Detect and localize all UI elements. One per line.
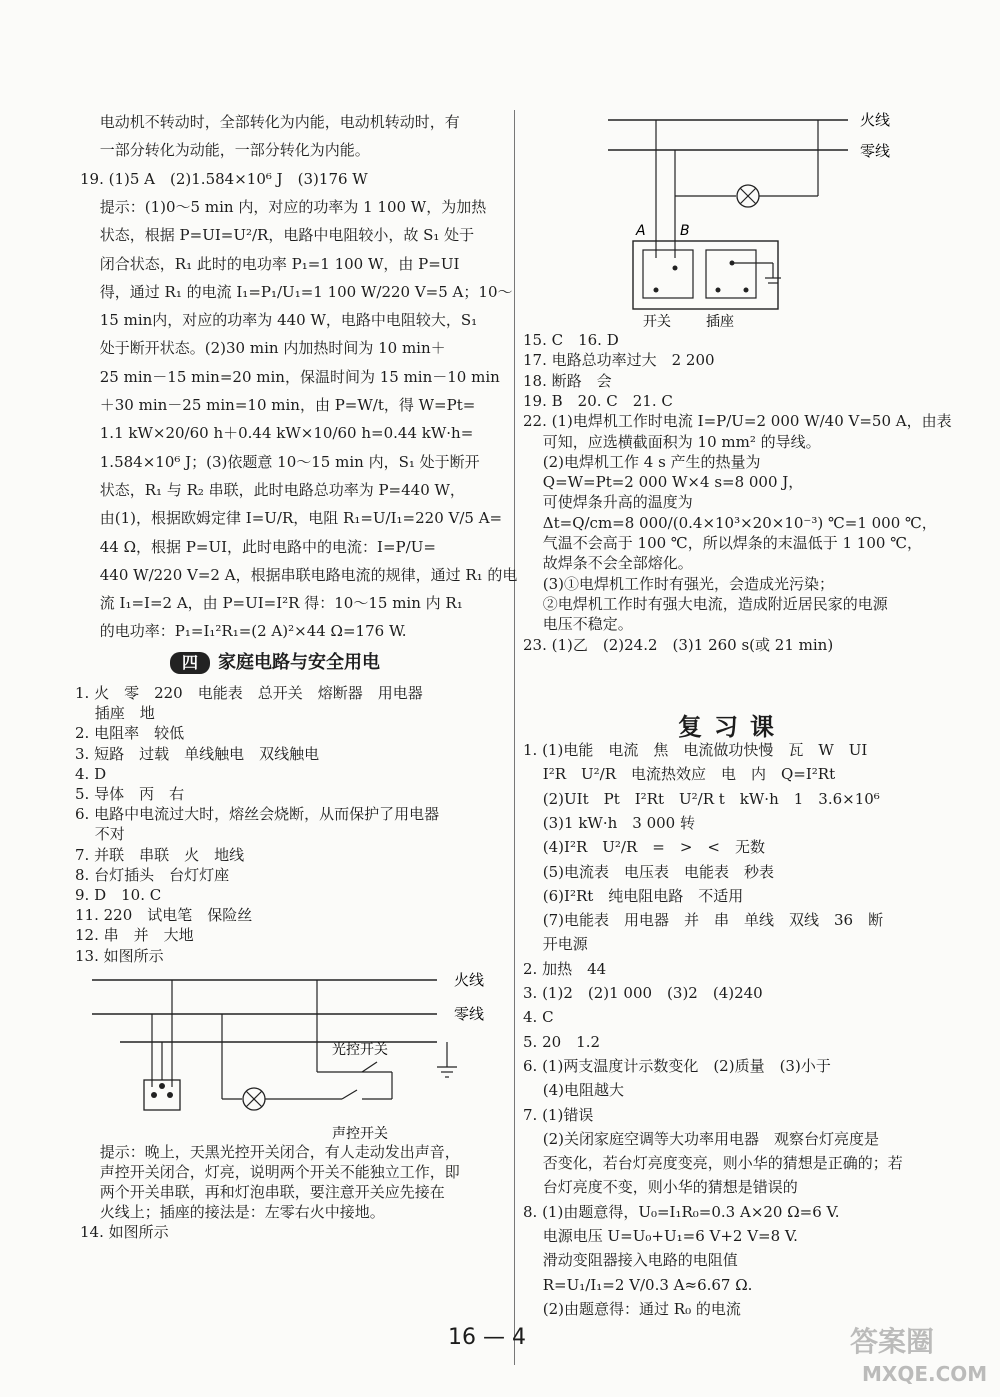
text-line: 流 I₁=I=2 A，由 P=UI=I²R 得：10～15 min 内 R₁ xyxy=(80,594,463,613)
text-line: (5)电流表 电压表 电能表 秒表 xyxy=(523,862,775,881)
fig14-label-b: B xyxy=(680,223,690,239)
text-line: ②电焊机工作时有强大电流，造成附近居民家的电源 xyxy=(523,594,888,613)
text-line: 可使焊条升高的温度为 xyxy=(523,493,693,512)
text-line: (2)关闭家庭空调等大功率用电器 观察台灯亮度是 xyxy=(523,1129,880,1148)
text-line: 4. C xyxy=(523,1008,554,1027)
text-line: 22. (1)电焊机工作时电流 I=P/U=2 000 W/40 V=50 A，由表 xyxy=(523,412,952,431)
column-divider xyxy=(514,110,515,1365)
text-line: 得，通过 R₁ 的电流 I₁=P₁/U₁=1 100 W/220 V=5 A；10～ xyxy=(80,282,513,301)
fig14-socket-label: 插座 xyxy=(706,314,734,330)
text-line: 不对 xyxy=(75,825,125,844)
text-line: 15 min内，对应的功率为 440 W，电路中电阻较大，S₁ xyxy=(80,311,478,330)
text-line: 处于断开状态。(2)30 min 内加热时间为 10 min＋ xyxy=(80,339,446,358)
fig14-label-a: A xyxy=(636,223,646,239)
text-line: 1. (1)电能 电流 焦 电流做功快慢 瓦 W UI xyxy=(523,741,868,759)
text-line: Q=W=Pt=2 000 W×4 s=8 000 J， xyxy=(523,473,804,492)
text-line: 44 Ω，根据 P=UI，此时电路中的电流：I=P/U= xyxy=(80,537,436,556)
text-line: (4)电阻越大 xyxy=(523,1081,625,1100)
text-line: 电动机不转动时，全部转化为内能，电动机转动时，有 xyxy=(80,113,460,131)
section-badge: 四 xyxy=(170,652,210,674)
watermark-top: 答案圈 xyxy=(850,1325,935,1358)
light-switch-label: 光控开关 xyxy=(332,1042,388,1058)
text-line: (2)电焊机工作 4 s 产生的热量为 xyxy=(523,452,761,471)
text-line: 12. 串 并 大地 xyxy=(75,926,194,945)
page-number: 16 — 4 xyxy=(448,1325,526,1350)
text-line: 闭合状态，R₁ 此时的电功率 P₁=1 100 W，由 P=UI xyxy=(80,254,460,273)
text-line: 19. B 20. C 21. C xyxy=(523,391,673,410)
text-line: 台灯亮度不变，则小华的猜想是错误的 xyxy=(523,1178,798,1197)
text-line: 一部分转化为动能，一部分转化为内能。 xyxy=(80,141,370,160)
text-line: Δt=Q/cm=8 000/(0.4×10³×20×10⁻³) ℃=1 000 ℃， xyxy=(523,513,937,532)
text-line: 13. 如图所示 xyxy=(75,946,164,965)
text-line: 插座 地 xyxy=(75,704,155,723)
section-heading xyxy=(170,648,380,674)
fig13-live-label: 火线 xyxy=(454,971,485,989)
sound-switch-icon xyxy=(342,1090,357,1099)
text-line: 提示：(1)0～5 min 内，对应的功率为 1 100 W，为加热 xyxy=(80,197,487,216)
text-line: 440 W/220 V=2 A，根据串联电路电流的规律，通过 R₁ 的电 xyxy=(80,565,518,584)
text-line: 25 min－15 min=20 min，保温时间为 15 min－10 min xyxy=(80,367,500,386)
text-line: 滑动变阻器接入电路的电阻值 xyxy=(523,1251,738,1270)
text-line: 7. (1)错误 xyxy=(523,1105,594,1124)
text-line: I²R U²/R 电流热效应 电 内 Q=I²Rt xyxy=(523,765,836,784)
text-line: 6. (1)两支温度计示数变化 (2)质量 (3)小于 xyxy=(523,1056,831,1075)
fig14-neutral-label: 零线 xyxy=(860,142,891,160)
text-line: 电压不稳定。 xyxy=(523,615,633,634)
text-line: 18. 断路 会 xyxy=(523,371,612,390)
text-line: 1.1 kW×20/60 h＋0.44 kW×10/60 h=0.44 kW·h= xyxy=(80,424,474,443)
text-line: (2)UIt Pt I²Rt U²/R t kW·h 1 3.6×10⁶ xyxy=(523,789,880,808)
text-line: 2. 电阻率 较低 xyxy=(75,724,185,743)
fig13-neutral-label: 零线 xyxy=(454,1005,485,1023)
circuit-figure-13 xyxy=(92,962,502,1152)
review-title: 复习课 xyxy=(678,713,786,741)
fig14-switch-label: 开关 xyxy=(643,314,671,330)
text-line: (3)①电焊机工作时有强光，会造成光污染； xyxy=(523,574,835,593)
light-switch-icon xyxy=(362,1062,377,1072)
text-line: 2. 加热 44 xyxy=(523,959,607,978)
text-line: 1. 火 零 220 电能表 总开关 熔断器 用电器 xyxy=(75,684,423,702)
text-line: 状态，根据 P=UI=U²/R，电路中电阻较小，故 S₁ 处于 xyxy=(80,226,475,245)
text-line: (3)1 kW·h 3 000 转 xyxy=(523,813,695,832)
text-line: 声控开关闭合，灯亮，说明两个开关不能独立工作，即 xyxy=(80,1163,460,1181)
text-line: 可知，应选横截面积为 10 mm² 的导线。 xyxy=(523,432,821,451)
watermark-logo xyxy=(842,1320,992,1390)
sound-switch-label: 声控开关 xyxy=(332,1126,388,1142)
text-line: (6)I²Rt 纯电阻电路 不适用 xyxy=(523,886,744,905)
text-line: 4. D xyxy=(75,764,107,783)
text-line: 5. 20 1.2 xyxy=(523,1032,601,1051)
text-line: 由(1)，根据欧姆定律 I=U/R，电阻 R₁=U/I₁=220 V/5 A= xyxy=(80,509,503,528)
text-line: 状态，R₁ 与 R₂ 串联，此时电路总功率为 P=440 W， xyxy=(80,480,465,499)
text-line: 8. (1)由题意得，U₀=I₁R₀=0.3 A×20 Ω=6 V. xyxy=(523,1202,840,1221)
watermark-bottom: MXQE.COM xyxy=(862,1362,988,1386)
fig14-switch-icon xyxy=(643,250,693,298)
section-title: 家庭电路与安全用电 xyxy=(218,652,381,673)
text-line: 的电功率：P₁=I₁²R₁=(2 A)²×44 Ω=176 W. xyxy=(80,622,407,641)
text-line: 电源电压 U=U₀+U₁=6 V+2 V=8 V. xyxy=(523,1227,798,1245)
text-line: 提示：晚上，天黑光控开关闭合，有人走动发出声音， xyxy=(80,1143,460,1161)
text-line: 9. D 10. C xyxy=(75,886,162,904)
text-line: 23. (1)乙 (2)24.2 (3)1 260 s(或 21 min) xyxy=(523,635,834,654)
text-line: (4)I²R U²/R = > < 无数 xyxy=(523,838,765,857)
text-line: 火线上；插座的接法是：左零右火中接地。 xyxy=(80,1203,385,1221)
text-line: ＋30 min－25 min=10 min，由 P=W/t，得 W=Pt= xyxy=(80,396,476,414)
text-line: 8. 台灯插头 台灯灯座 xyxy=(75,865,230,884)
text-line: (2)由题意得：通过 R₀ 的电流 xyxy=(523,1299,741,1318)
fig14-socket-icon xyxy=(706,250,756,298)
text-line: 14. 如图所示 xyxy=(80,1223,169,1241)
text-line: 气温不会高于 100 ℃，所以焊条的末温低于 1 100 ℃， xyxy=(523,534,922,552)
text-line: 3. 短路 过载 单线触电 双线触电 xyxy=(75,744,320,763)
text-line: R=U₁/I₁=2 V/0.3 A≈6.67 Ω. xyxy=(523,1275,753,1294)
text-line: 两个开关串联，再和灯泡串联，要注意开关应先接在 xyxy=(80,1183,445,1201)
text-line: 7. 并联 串联 火 地线 xyxy=(75,845,245,864)
text-line: 否变化，若台灯亮度变亮，则小华的猜想是正确的；若 xyxy=(523,1154,903,1173)
fig14-live-label: 火线 xyxy=(860,111,891,129)
text-line: 6. 电路中电流过大时，熔丝会烧断，从而保护了用电器 xyxy=(75,805,440,824)
text-line: 开电源 xyxy=(523,935,588,954)
text-line: 1.584×10⁶ J；(3)依题意 10～15 min 内，S₁ 处于断开 xyxy=(80,452,480,471)
text-line: 3. (1)2 (2)1 000 (3)2 (4)240 xyxy=(523,984,763,1002)
text-line: 15. C 16. D xyxy=(523,331,619,349)
text-line: (7)电能表 用电器 并 串 单线 双线 36 断 xyxy=(523,911,884,930)
text-line: 19. (1)5 A (2)1.584×10⁶ J (3)176 W xyxy=(80,169,368,188)
text-line: 故焊条不会全部熔化。 xyxy=(523,554,693,573)
text-line: 17. 电路总功率过大 2 200 xyxy=(523,351,715,370)
circuit-figure-14 xyxy=(608,108,998,333)
text-line: 5. 导体 丙 右 xyxy=(75,785,185,803)
text-line: 11. 220 试电笔 保险丝 xyxy=(75,906,253,925)
